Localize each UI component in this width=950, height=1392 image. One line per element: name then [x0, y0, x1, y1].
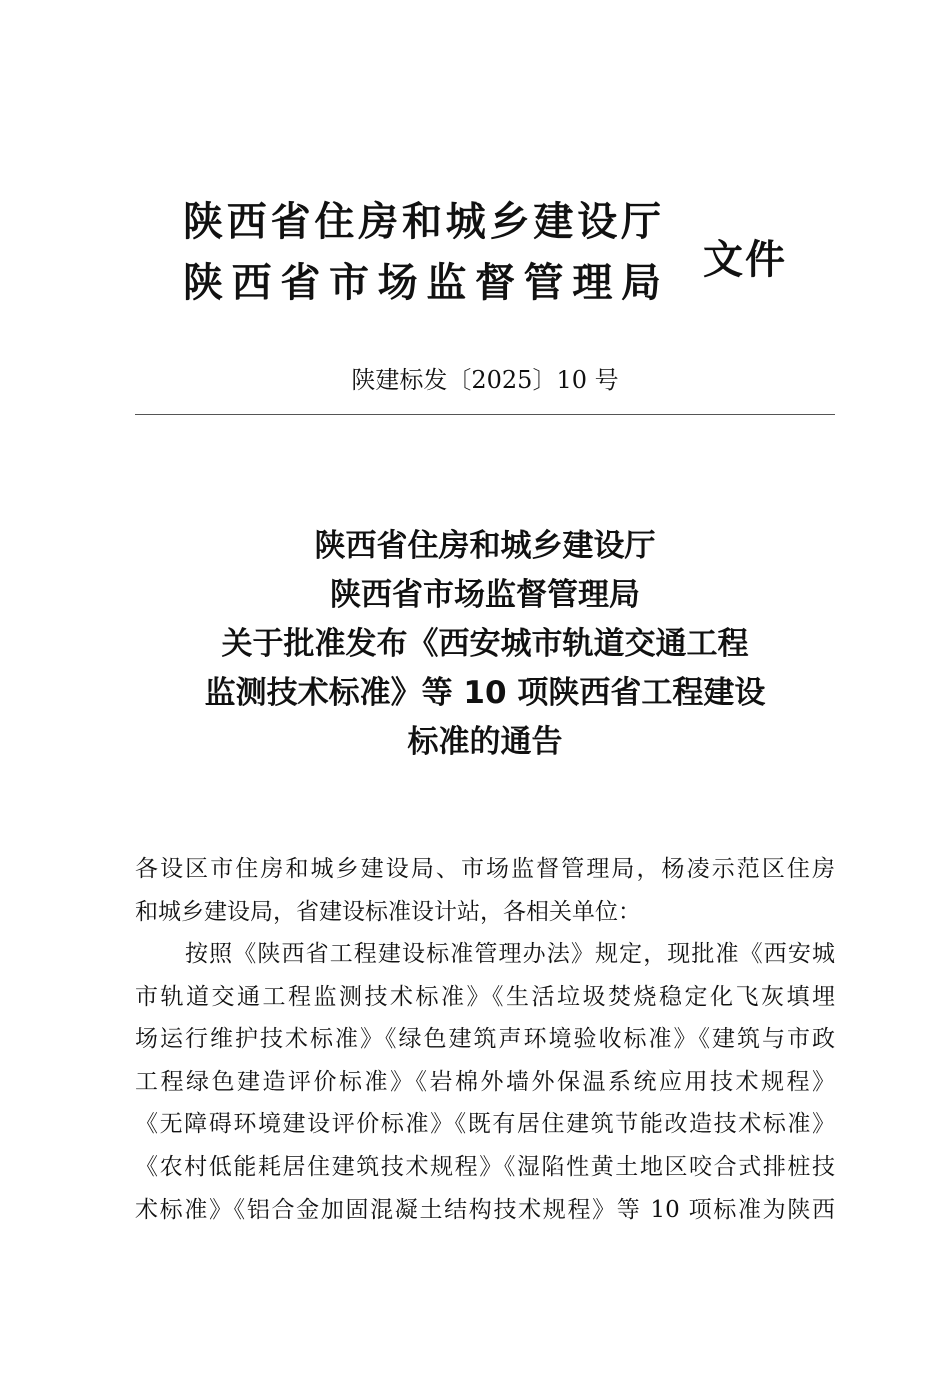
header-divider	[135, 414, 835, 415]
title-line: 监测技术标准》等 10 项陕西省工程建设	[204, 675, 766, 711]
body-line: 和城乡建设局，省建设标准设计站，各相关单位：	[135, 899, 641, 925]
body-line: 术标准》《铝合金加固混凝土结构技术规程》等 10 项标准为陕西	[135, 1197, 835, 1223]
body-line: 《无障碍环境建设评价标准》《既有居住建筑节能改造技术标准》	[135, 1111, 835, 1137]
body-line: 各设区市住房和城乡建设局、市场监督管理局，杨凌示范区住房	[135, 856, 835, 882]
doc-type: 文件	[703, 237, 787, 283]
body-line: 《农村低能耗居住建筑技术规程》《湿陷性黄土地区咬合式排桩技	[135, 1154, 835, 1180]
body-line: 工程绿色建造评价标准》《岩棉外墙外保温系统应用技术规程》	[135, 1069, 835, 1095]
body-line: 市轨道交通工程监测技术标准》《生活垃圾焚烧稳定化飞灰填埋	[135, 984, 835, 1010]
body-line: 按照《陕西省工程建设标准管理办法》规定，现批准《西安城	[185, 941, 835, 967]
issuer-1: 陕西省住房和城乡建设厅	[183, 199, 661, 245]
doc-number: 陕建标发〔2025〕10 号	[351, 366, 619, 394]
title-line: 标准的通告	[407, 724, 563, 760]
title-line: 关于批准发布《西安城市轨道交通工程	[221, 626, 749, 662]
title-line: 陕西省市场监督管理局	[330, 577, 640, 613]
body-line: 场运行维护技术标准》《绿色建筑声环境验收标准》《建筑与市政	[135, 1026, 835, 1052]
title-line: 陕西省住房和城乡建设厅	[314, 528, 656, 564]
issuer-2: 陕西省市场监督管理局	[183, 260, 661, 306]
